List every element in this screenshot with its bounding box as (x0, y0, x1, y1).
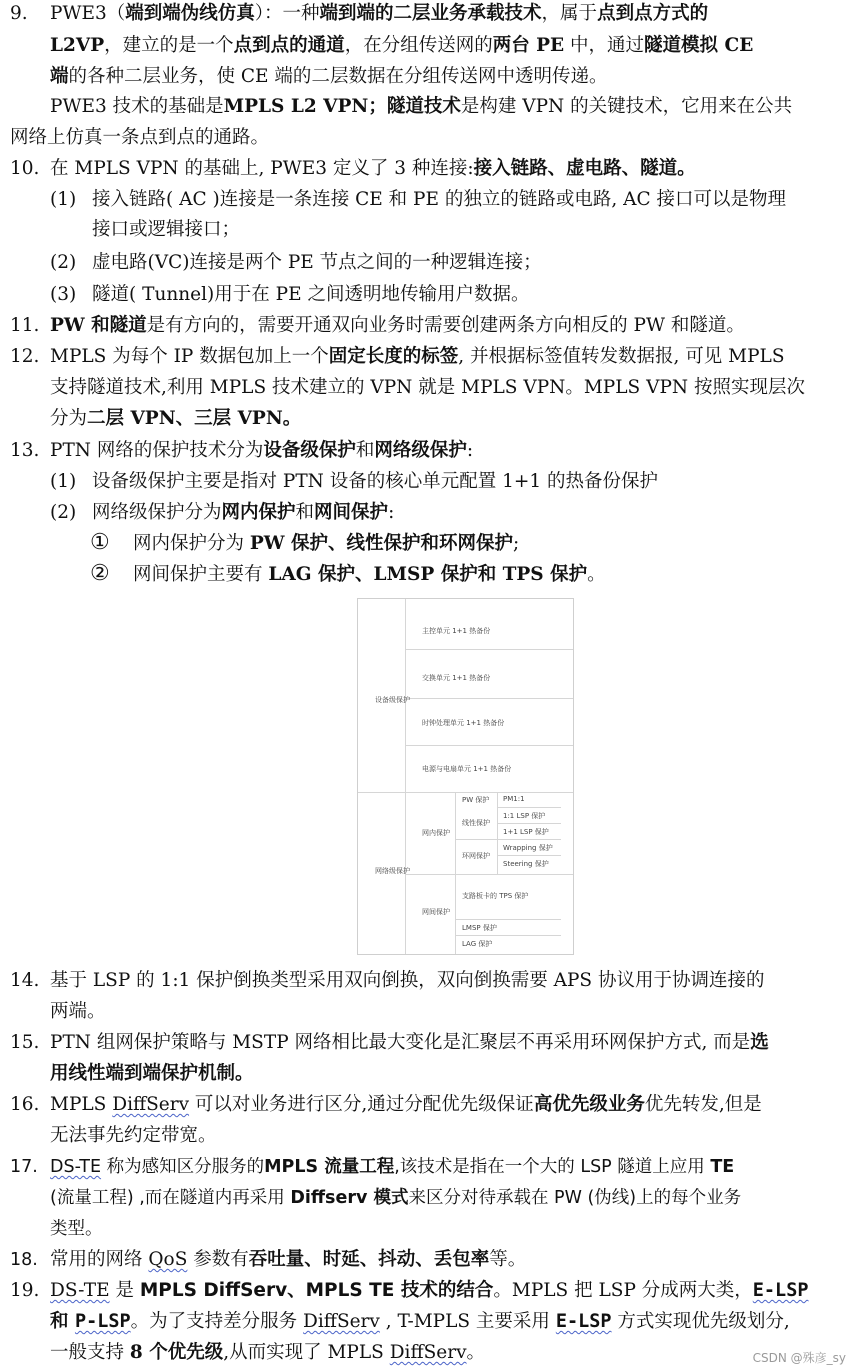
item-17-line-3: 类型。 (50, 1219, 103, 1239)
bold-text: MPLS 流量工程 (264, 1157, 395, 1177)
text: 是有方向的，需要开通双向业务时需要创建两条方向相反的 PW 和隧道。 (146, 315, 745, 336)
item-12-line-3 (50, 405, 301, 433)
bold-text: 点到点的通道 (233, 35, 345, 56)
item-9-line-5: 网络上仿真一条点到点的通路。 (10, 127, 270, 148)
sub-number: (1) (50, 471, 77, 492)
bold-text: 端到端伪线仿真 (125, 3, 255, 24)
linear-value: 1:1 LSP 保护 (503, 812, 546, 820)
device-item: 主控单元 1+1 热备份 (422, 627, 491, 635)
text: MPLS (50, 1094, 113, 1115)
divider (455, 839, 561, 840)
item-9-line-2 (50, 32, 753, 60)
item-number: 13. (10, 440, 40, 461)
text: 等。 (489, 1249, 527, 1270)
text: 优先转发,但是 (644, 1094, 762, 1115)
text: , T-MPLS 主要采用 (379, 1311, 556, 1332)
bold-text: PW 和隧道 (50, 315, 147, 336)
text: 是 (109, 1280, 140, 1301)
text: 参数有 (187, 1249, 249, 1270)
wavy-text: DiffServ (303, 1311, 380, 1332)
text: 。为了支持差分服务 (130, 1311, 304, 1332)
wavy-text: QoS (148, 1249, 188, 1270)
text: PTN 组网保护策略与 MSTP 网络相比最大变化是汇聚层不再采用环网保护方式, 而是 (50, 1032, 751, 1053)
inter-item: LMSP 保护 (462, 924, 497, 932)
divider (455, 792, 456, 954)
wavy-text: DiffServ (389, 1342, 467, 1363)
ring-value: Wrapping 保护 (503, 844, 553, 852)
device-item: 交换单元 1+1 热备份 (422, 674, 491, 682)
sub-number: (1) (50, 189, 77, 210)
text: 接入链路( AC )连接是一条连接 CE 和 PE 的独立的链路或电路, AC 接口可以是物理 (92, 189, 787, 210)
item-14-line-2: 两端。 (50, 1001, 106, 1022)
ring-label: 环网保护 (462, 852, 490, 860)
text: MPLS 为每个 IP 数据包加上一个 (50, 346, 329, 367)
wavy-text: DiffServ (112, 1094, 190, 1115)
device-item: 时钟处理单元 1+1 热备份 (422, 719, 505, 727)
bold-text: TE (710, 1157, 735, 1177)
bold-text: 网络级保护 (374, 440, 467, 461)
text: 的各种二层业务，使 CE 端的二层数据在分组传送网中透明传递。 (68, 66, 608, 87)
text: 常用的网络 (50, 1249, 149, 1270)
text: 网内保护分为 (133, 533, 250, 554)
text: ,该技术是指在一个大的 LSP 隧道上应用 (394, 1157, 711, 1177)
network-level-label: 网络级保护 (375, 867, 410, 875)
item-17-line-2 (50, 1184, 741, 1212)
divider (455, 935, 561, 936)
protection-classification-diagram (357, 598, 574, 955)
text: (流量工程) ,而在隧道内再采用 (50, 1188, 291, 1208)
divider (498, 807, 561, 808)
text: 来区分对待承载在 PW (伪线)上的每个业务 (408, 1188, 742, 1208)
bold-text: 和 (50, 1311, 75, 1332)
item-number: 18. (10, 1250, 38, 1270)
bold-text: 网内保护 (221, 502, 296, 523)
bold-text: 端 (50, 66, 69, 87)
text: , 并根据标签值转发数据报, 可见 MPLS (458, 346, 785, 367)
bold-text: ； (368, 96, 387, 117)
text: 虚电路(VC)连接是两个 PE 节点之间的一种逻辑连接； (92, 252, 542, 273)
divider (405, 745, 573, 746)
item-10-sub-1-cont: 接口或逻辑接口； (92, 219, 241, 240)
text: 和 (295, 502, 315, 523)
text: 在 MPLS VPN 的基础上, PWE3 定义了 3 种连接: (50, 158, 474, 179)
bold-text: 高优先级业务 (533, 1094, 645, 1115)
sub-number: (2) (50, 502, 77, 523)
text: 。MPLS 把 LSP 分成两大类， (493, 1280, 753, 1301)
divider (405, 874, 573, 875)
bold-text: 固定长度的标签 (328, 346, 459, 367)
item-number: 10. (10, 158, 40, 179)
circled-number: ② (90, 561, 110, 586)
bold-wavy-text: E-LSP (555, 1311, 612, 1332)
text: 可以对业务进行区分,通过分配优先级保证 (189, 1094, 534, 1115)
text: ）：一种 (254, 3, 320, 24)
inter-item: LAG 保护 (462, 940, 493, 948)
ring-value: Steering 保护 (503, 860, 549, 868)
item-number: 12. (10, 346, 40, 367)
text: ，建立的是一个 (104, 35, 234, 56)
text: 基于 LSP 的 1:1 保护倒换类型采用双向倒换，双向倒换需要 APS 协议用于协调连接的 (50, 970, 765, 991)
item-12-line-2: 支持隧道技术,利用 MPLS 技术建立的 VPN 就是 MPLS VPN。MPLS VPN 按照实现层次 (50, 377, 805, 398)
bold-text: 隧道技术 (386, 96, 461, 117)
item-number: 9. (10, 3, 28, 24)
text: 设备级保护主要是指对 PTN 设备的核心单元配置 1+1 的热备份保护 (92, 471, 659, 492)
text: 中，通过 (564, 35, 645, 56)
divider (498, 855, 561, 856)
device-level-label: 设备级保护 (375, 696, 410, 704)
item-number: 19. (10, 1280, 40, 1301)
bold-text: 接入链路、虚电路、隧道。 (473, 158, 696, 179)
item-19-line-3 (50, 1339, 485, 1367)
text: 网间保护主要有 (133, 564, 269, 585)
wavy-text: DS-TE (50, 1280, 110, 1301)
linear-label: 线性保护 (462, 819, 490, 827)
bold-text: 网间保护 (314, 502, 389, 523)
pw-value: PM1:1 (503, 795, 525, 803)
bold-wavy-text: E-LSP (752, 1280, 809, 1301)
item-9-line-4 (50, 93, 792, 121)
item-number: 15. (10, 1032, 40, 1053)
text: ; (513, 533, 520, 554)
watermark-text: CSDN @殊彦_sy (752, 1351, 846, 1365)
bold-text: 设备级保护 (263, 440, 356, 461)
item-number: 17. (10, 1157, 38, 1177)
text: 方式实现优先级划分, (611, 1311, 790, 1332)
bold-text: 吞吐量、时延、抖动、丢包率 (248, 1249, 490, 1270)
bold-text: 选 (750, 1032, 769, 1053)
inter-label: 网间保护 (422, 908, 450, 916)
text: PTN 网络的保护技术分为 (50, 440, 264, 461)
text: : (466, 440, 474, 461)
text: 。 (587, 564, 606, 585)
divider (405, 698, 573, 699)
text: 网络级保护分为 (92, 502, 222, 523)
bold-text: 二层 VPN、三层 VPN。 (87, 408, 302, 429)
item-number: 16. (10, 1094, 40, 1115)
text: ,从而实现了 MPLS (223, 1342, 390, 1363)
divider (405, 649, 573, 650)
item-19-line-2 (50, 1308, 790, 1336)
sub-number: (2) (50, 252, 77, 273)
item-number: 14. (10, 970, 40, 991)
divider (358, 792, 573, 793)
bold-text: MPLS L2 VPN (223, 96, 369, 117)
text: 隧道( Tunnel)用于在 PE 之间透明地传输用户数据。 (92, 284, 530, 305)
text: ，属于 (541, 3, 598, 24)
text: 称为感知区分服务的 (101, 1157, 265, 1177)
divider (497, 792, 498, 874)
bold-text: PW 保护、线性保护和环网保护 (249, 533, 514, 554)
item-9-line-3 (50, 63, 607, 91)
divider (455, 919, 561, 920)
text: 。 (466, 1342, 486, 1363)
inter-item: 支路板卡的 TPS 保护 (462, 892, 529, 900)
bold-wavy-text: P-LSP (74, 1311, 131, 1332)
bold-text: LAG 保护、LMSP 保护和 TPS 保护 (268, 564, 588, 585)
item-15-line-2 (50, 1060, 254, 1088)
sub-number: (3) (50, 284, 77, 305)
text: : (388, 502, 395, 523)
bold-text: 两台 PE (492, 35, 565, 56)
bold-text: 用线性端到端保护机制。 (50, 1063, 254, 1084)
bold-text: 隧道模拟 CE (644, 35, 754, 56)
text: 和 (355, 440, 375, 461)
wavy-text: DS-TE (50, 1157, 102, 1177)
bold-text: L2VP (50, 35, 105, 56)
text: 分为 (50, 408, 88, 429)
text: 一般支持 (50, 1342, 130, 1363)
text: 是构建 VPN 的关键技术，它用来在公共 (460, 96, 793, 117)
divider (498, 823, 561, 824)
text: ，在分组传送网的 (344, 35, 493, 56)
text: PWE3（ (50, 3, 126, 24)
bold-text: Diffserv 模式 (290, 1188, 409, 1208)
bold-text: 点到点方式的 (597, 3, 709, 24)
bold-text: 端到端的二层业务承载技术 (319, 3, 542, 24)
bold-text: MPLS DiffServ、MPLS TE 技术的结合 (139, 1280, 494, 1301)
circled-number: ① (90, 530, 110, 555)
divider (405, 599, 406, 954)
item-16-line-2: 无法事先约定带宽。 (50, 1125, 217, 1146)
bold-text: 8 个优先级 (129, 1342, 224, 1363)
pw-label: PW 保护 (462, 796, 490, 804)
text: PWE3 技术的基础是 (50, 96, 224, 117)
intra-label: 网内保护 (422, 829, 450, 837)
item-number: 11. (10, 315, 40, 336)
linear-value: 1+1 LSP 保护 (503, 828, 549, 836)
device-item: 电源与电扇单元 1+1 热备份 (422, 765, 512, 773)
